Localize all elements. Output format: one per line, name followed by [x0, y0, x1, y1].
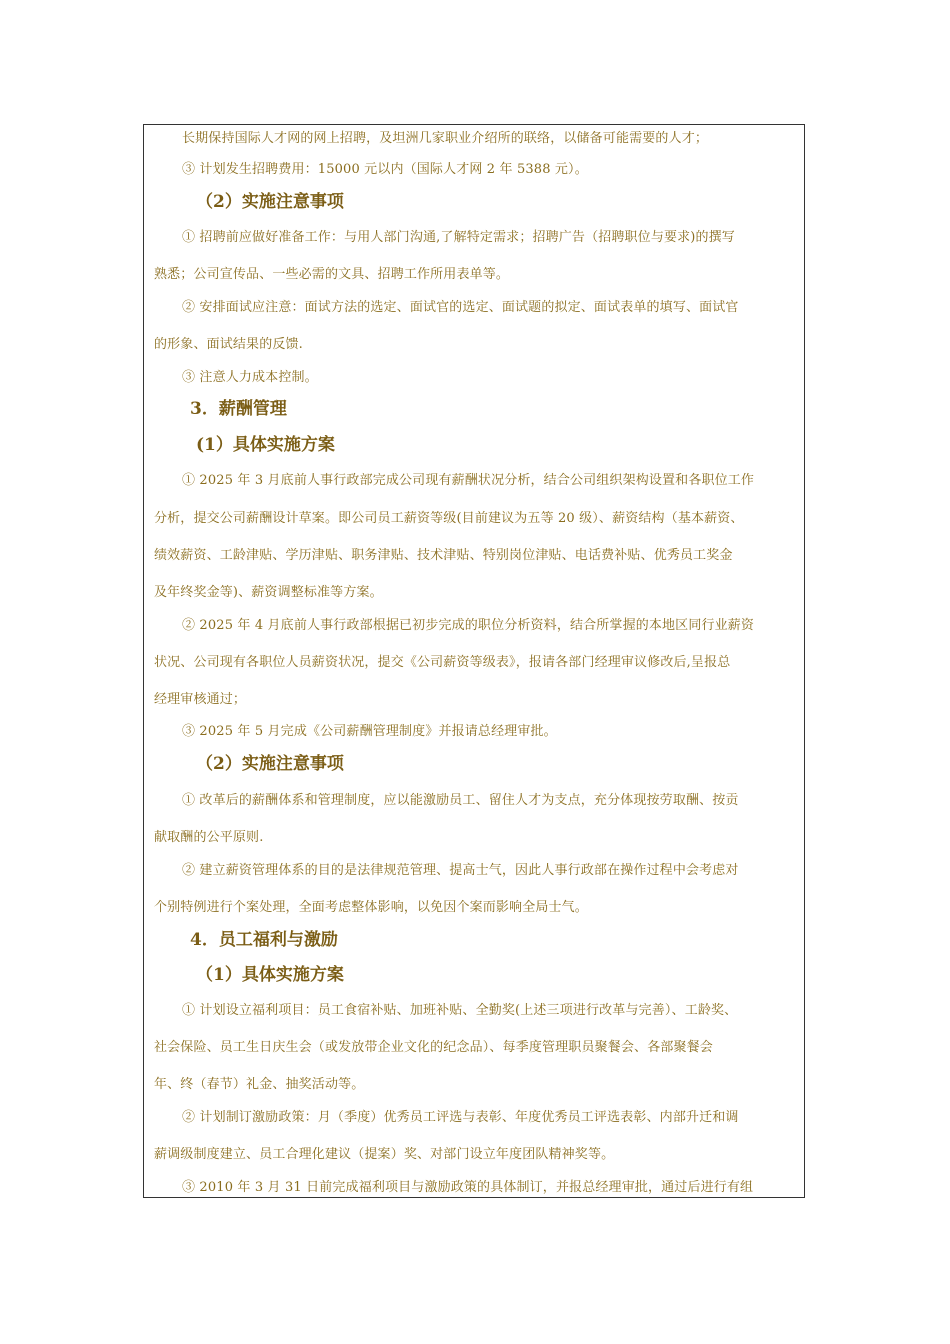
paragraph-line: 熟悉；公司宣传品、一些必需的文具、招聘工作所用表单等。: [154, 267, 510, 282]
paragraph-line: ② 2025 年 4 月底前人事行政部根据已初步完成的职位分析资料，结合所掌握的本地区同行业薪资: [182, 618, 755, 633]
paragraph-line: 年、终（春节）礼金、抽奖活动等。: [154, 1077, 365, 1092]
paragraph-line: 分析，提交公司薪酬设计草案。即公司员工薪资等级(目前建议为五等 20 级）、薪资结构（基本薪资、: [154, 511, 744, 526]
paragraph-line: ② 建立薪资管理体系的目的是法律规范管理、提高士气，因此人事行政部在操作过程中会考虑对: [182, 863, 739, 878]
paragraph-line: 社会保险、员工生日庆生会（或发放带企业文化的纪念品）、每季度管理职员聚餐会、各部聚餐会: [154, 1040, 713, 1055]
paragraph-line: 及年终奖金等)、薪资调整标准等方案。: [154, 585, 383, 600]
section-heading: 4．员工福利与激励: [190, 930, 338, 950]
paragraph-line: ③ 2010 年 3 月 31 日前完成福利项目与激励政策的具体制订，并报总经理审批，通过后进行有组: [182, 1180, 754, 1195]
paragraph-line: ① 2025 年 3 月底前人事行政部完成公司现有薪酬状况分析，结合公司组织架构设置和各职位工作: [182, 473, 755, 488]
paragraph-line: ① 招聘前应做好准备工作：与用人部门沟通,了解特定需求；招聘广告（招聘职位与要求)的撰写: [182, 230, 735, 245]
paragraph-line: 长期保持国际人才网的网上招聘，及坦洲几家职业介绍所的联络，以储备可能需要的人才；: [182, 131, 709, 146]
paragraph-line: ② 计划制订激励政策：月（季度）优秀员工评选与表彰、年度优秀员工评选表彰、内部升迁和调: [182, 1110, 739, 1125]
paragraph-line: ③ 注意人力成本控制。: [182, 370, 318, 385]
section-subheading: （2）实施注意事项: [196, 754, 344, 774]
paragraph-line: ① 改革后的薪酬体系和管理制度，应以能激励员工、留住人才为支点，充分体现按劳取酬、按贡: [182, 793, 739, 808]
paragraph-line: ① 计划设立福利项目：员工食宿补贴、加班补贴、全勤奖(上述三项进行改革与完善）、工龄奖、: [182, 1003, 738, 1018]
paragraph-line: 的形象、面试结果的反馈.: [154, 337, 303, 352]
paragraph-line: ② 安排面试应注意：面试方法的选定、面试官的选定、面试题的拟定、面试表单的填写、面试官: [182, 300, 739, 315]
paragraph-line: 经理审核通过；: [154, 692, 247, 707]
section-subheading: （2）实施注意事项: [196, 192, 344, 212]
paragraph-line: ③ 2025 年 5 月完成《公司薪酬管理制度》并报请总经理审批。: [182, 724, 557, 739]
paragraph-line: 状况、公司现有各职位人员薪资状况，提交《公司薪资等级表》，报请各部门经理审议修改后,呈报总: [154, 655, 731, 670]
paragraph-line: 绩效薪资、工龄津贴、学历津贴、职务津贴、技术津贴、特别岗位津贴、电话费补贴、优秀员工奖金: [154, 548, 733, 563]
document-page-frame: [143, 124, 805, 1198]
section-subheading: （1）具体实施方案: [196, 965, 344, 985]
paragraph-line: 个别特例进行个案处理，全面考虑整体影响，以免因个案而影响全局士气。: [154, 900, 588, 915]
paragraph-line: ③ 计划发生招聘费用：15000 元以内（国际人才网 2 年 5388 元）。: [182, 162, 588, 177]
section-heading: 3．薪酬管理: [190, 399, 287, 419]
paragraph-line: 薪调级制度建立、员工合理化建议（提案）奖、对部门设立年度团队精神奖等。: [154, 1147, 615, 1162]
paragraph-line: 献取酬的公平原则.: [154, 830, 264, 845]
section-subheading: (1）具体实施方案: [196, 435, 335, 455]
